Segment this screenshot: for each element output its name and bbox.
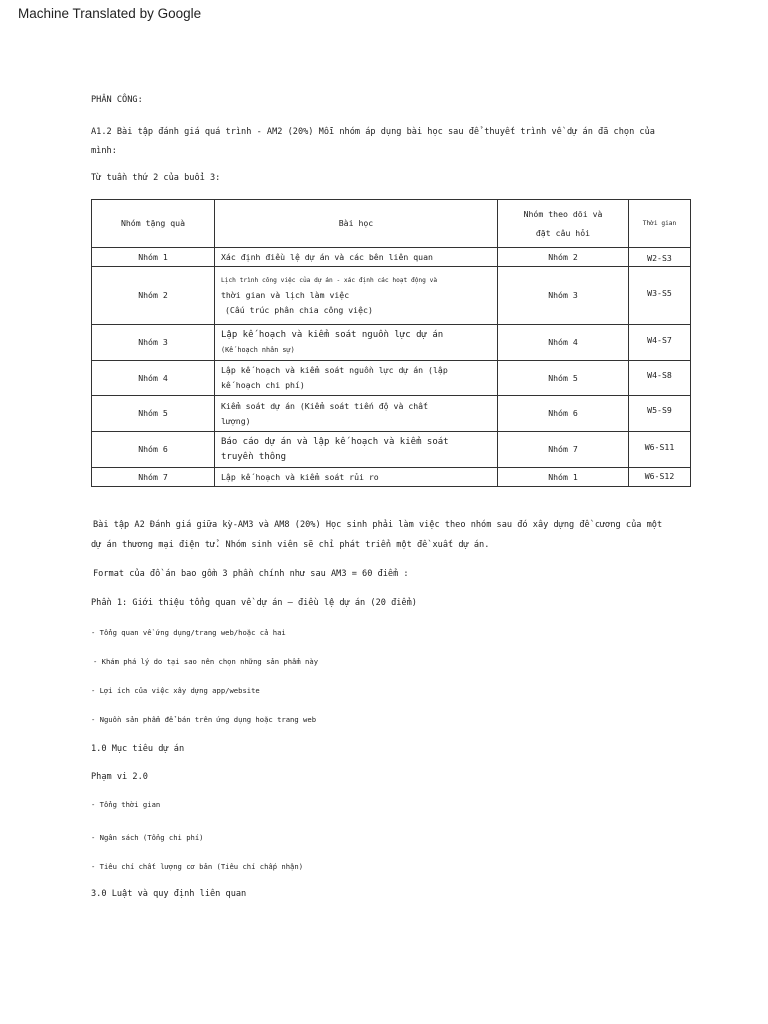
header-time: Thời gian bbox=[629, 200, 691, 248]
row-time: W5-S9 bbox=[629, 396, 691, 432]
row-follow: Nhóm 2 bbox=[498, 248, 629, 267]
row-follow: Nhóm 4 bbox=[498, 325, 629, 361]
bullet-source: - Nguồn sản phẩm để bán trên ứng dụng hoặc trang web bbox=[91, 715, 317, 724]
row-lesson bbox=[215, 432, 498, 468]
table-row bbox=[92, 361, 691, 396]
assignment-table bbox=[91, 199, 691, 487]
header-group: Nhóm tặng quà bbox=[92, 200, 215, 248]
header-lesson: Bài học bbox=[215, 200, 498, 248]
row-time: W2-S3 bbox=[629, 248, 691, 267]
row-lesson-line2: kế hoạch chi phí) bbox=[221, 380, 305, 390]
bullet-benefit: - Lợi ích của việc xây dựng app/website bbox=[91, 686, 260, 695]
row-lesson bbox=[215, 267, 498, 325]
a12-text-line2: mình: bbox=[91, 146, 117, 156]
row-group: Nhóm 6 bbox=[92, 432, 215, 468]
bullet-budget: - Ngân sách (Tổng chi phí) bbox=[91, 833, 204, 842]
row-follow: Nhóm 1 bbox=[498, 468, 629, 487]
row-lesson-line3: (Cấu trúc phân chia công việc) bbox=[225, 305, 373, 315]
row-group: Nhóm 4 bbox=[92, 361, 215, 396]
table-row bbox=[92, 325, 691, 361]
header-follow-line2: đặt câu hỏi bbox=[535, 227, 591, 238]
header-follow-line1: Nhóm theo dõi và bbox=[523, 208, 603, 219]
machine-translated-banner: Machine Translated by Google bbox=[18, 6, 202, 21]
row-time: W4-S7 bbox=[629, 325, 691, 361]
row-lesson bbox=[215, 396, 498, 432]
scope-heading: Phạm vi 2.0 bbox=[91, 772, 148, 782]
a12-text-line1: A1.2 Bài tập đánh giá quá trình - AM2 (20%) Mỗi nhóm áp dụng bài học sau để thuyết trình về dự án đã chọn của bbox=[91, 127, 655, 137]
bullet-reason: - Khám phá lý do tại sao nên chọn những sản phẩm này bbox=[93, 657, 319, 666]
row-lesson-line2: lượng) bbox=[221, 415, 251, 426]
table-row bbox=[92, 468, 691, 487]
header-follow bbox=[498, 200, 629, 248]
row-follow: Nhóm 6 bbox=[498, 396, 629, 432]
row-time: W4-S8 bbox=[629, 361, 691, 396]
row-time: W6-S12 bbox=[629, 468, 691, 487]
row-lesson-line1: Báo cáo dự án và lập kế hoạch và kiểm soát bbox=[221, 436, 449, 447]
row-lesson: Xác định điều lệ dự án và các bên liên quan bbox=[215, 248, 498, 267]
row-group: Nhóm 1 bbox=[92, 248, 215, 267]
row-lesson-line2: (Kế hoạch nhân sự) bbox=[221, 345, 295, 354]
assignment-heading: PHÂN CÔNG: bbox=[91, 95, 143, 105]
row-group: Nhóm 5 bbox=[92, 396, 215, 432]
row-group: Nhóm 7 bbox=[92, 468, 215, 487]
row-lesson-line1: Lập kế hoạch và kiểm soát nguồn lực dự án (lập bbox=[221, 365, 448, 375]
row-lesson-line1: Kiểm soát dự án (Kiểm soát tiến độ và chất bbox=[221, 400, 429, 411]
row-lesson bbox=[215, 361, 498, 396]
from-week-text: Từ tuần thứ 2 của buổi 3: bbox=[91, 173, 221, 183]
table-row bbox=[92, 396, 691, 432]
row-lesson-line2: thời gian và lịch làm việc bbox=[221, 290, 350, 300]
a2-text-line2: dự án thương mại điện tử. Nhóm sinh viên sẽ chỉ phát triển một đề xuất dự án. bbox=[91, 540, 490, 550]
row-follow: Nhóm 3 bbox=[498, 267, 629, 325]
table-row bbox=[92, 432, 691, 468]
bullet-quality: - Tiêu chí chất lượng cơ bản (Tiêu chí chấp nhận) bbox=[91, 862, 304, 871]
row-follow: Nhóm 5 bbox=[498, 361, 629, 396]
row-lesson-line1: Lịch trình công việc của dự án - xác định các hoạt động và bbox=[221, 277, 438, 284]
bullet-total-time: - Tổng thời gian bbox=[91, 800, 161, 809]
format-text: Format của đồ án bao gồm 3 phần chính như sau AM3 = 60 điểm : bbox=[93, 569, 409, 579]
a2-text-line1: Bài tập A2 Đánh giá giữa kỳ-AM3 và AM8 (20%) Học sinh phải làm việc theo nhóm sau đó xây dựng đề cương của một bbox=[93, 520, 663, 530]
row-time: W3-S5 bbox=[629, 267, 691, 325]
row-lesson: Lập kế hoạch và kiểm soát rủi ro bbox=[215, 468, 498, 487]
bullet-overview: - Tổng quan về ứng dụng/trang web/hoặc cả hai bbox=[91, 628, 286, 637]
row-group: Nhóm 3 bbox=[92, 325, 215, 361]
row-lesson-line1: Lập kế hoạch và kiểm soát nguồn lực dự án bbox=[221, 329, 444, 340]
objective-heading: 1.0 Mục tiêu dự án bbox=[91, 744, 185, 754]
part1-heading: Phần 1: Giới thiệu tổng quan về dự án – điều lệ dự án (20 điểm) bbox=[91, 598, 417, 608]
table-row bbox=[92, 267, 691, 325]
row-lesson-line2: truyền thông bbox=[221, 451, 287, 462]
row-follow: Nhóm 7 bbox=[498, 432, 629, 468]
row-group: Nhóm 2 bbox=[92, 267, 215, 325]
row-time: W6-S11 bbox=[629, 432, 691, 468]
table-header-row bbox=[92, 200, 691, 248]
rules-heading: 3.0 Luật và quy định liên quan bbox=[91, 889, 247, 899]
row-lesson bbox=[215, 325, 498, 361]
table-row bbox=[92, 248, 691, 267]
